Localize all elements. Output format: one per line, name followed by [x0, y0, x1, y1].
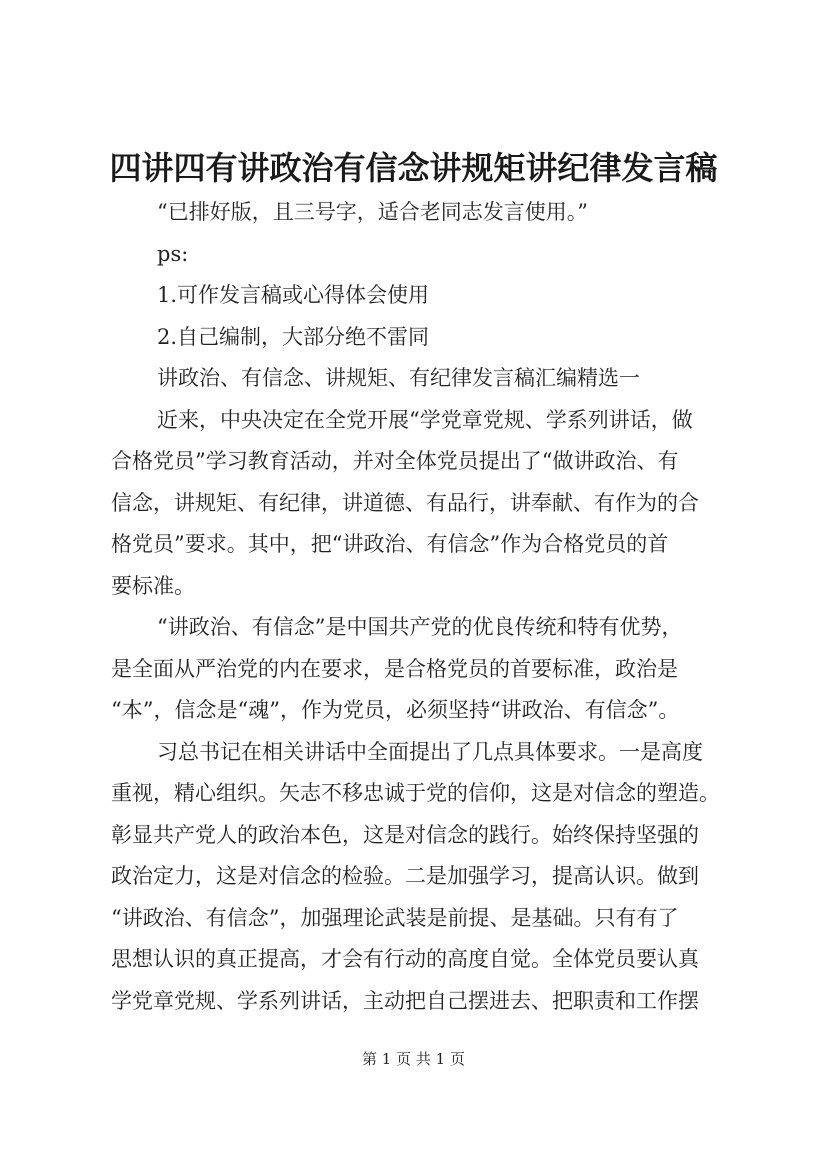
- paragraph-line: 重视，精心组织。矢志不移忠诚于党的信仰，这是对信念的塑造。: [111, 781, 720, 805]
- paragraph-line: 2.自己编制，大部分绝不雷同: [157, 324, 430, 349]
- paragraph-line: 政治定力，这是对信念的检验。二是加强学习，提高认识。做到: [111, 864, 699, 888]
- paragraph-line: 信念，讲规矩、有纪律，讲道德、有品行，讲奉献、有作为的合: [111, 490, 699, 515]
- paragraph-line: 学党章党规、学系列讲话，主动把自己摆进去、把职责和工作摆: [111, 988, 699, 1013]
- paragraph-line: 彰显共产党人的政治本色，这是对信念的践行。始终保持坚强的: [111, 822, 699, 847]
- document-body: [111, 192, 733, 1022]
- paragraph-line: 要标准。: [111, 573, 195, 598]
- paragraph-line: ps:: [157, 241, 189, 266]
- paragraph-line: “本”，信念是“魂”，作为党员，必须坚持“讲政治、有信念”。: [111, 698, 680, 722]
- document-title: 四讲四有讲政治有信念讲规矩讲纪律发言稿: [109, 149, 718, 187]
- paragraph-line: “讲政治、有信念”是中国共产党的优良传统和特有优势，: [157, 615, 683, 639]
- paragraph-line: 1.可作发言稿或心得体会使用: [157, 283, 430, 307]
- paragraph-line: 思想认识的真正提高，才会有行动的高度自觉。全体党员要认真: [111, 947, 699, 971]
- paragraph-line: 合格党员”学习教育活动，并对全体党员提出了“做讲政治、有: [111, 449, 679, 473]
- paragraph-line: “讲政治、有信念”，加强理论武装是前提、是基础。只有有了: [111, 905, 679, 930]
- paragraph-line: “已排好版，且三号字，适合老同志发言使用。”: [157, 200, 588, 224]
- paragraph-line: 习总书记在相关讲话中全面提出了几点具体要求。一是高度: [157, 739, 703, 764]
- paragraph-line: 讲政治、有信念、讲规矩、有纪律发言稿汇编精选一: [157, 366, 640, 390]
- paragraph-line: 格党员”要求。其中，把“讲政治、有信念”作为合格党员的首: [111, 532, 669, 556]
- page-footer: 第 1 页 共 1 页: [362, 1050, 465, 1068]
- paragraph-line: 近来，中央决定在全党开展“学党章党规、学系列讲话，做: [157, 407, 693, 432]
- paragraph-line: 是全面从严治党的内在要求，是合格党员的首要标准，政治是: [111, 656, 678, 681]
